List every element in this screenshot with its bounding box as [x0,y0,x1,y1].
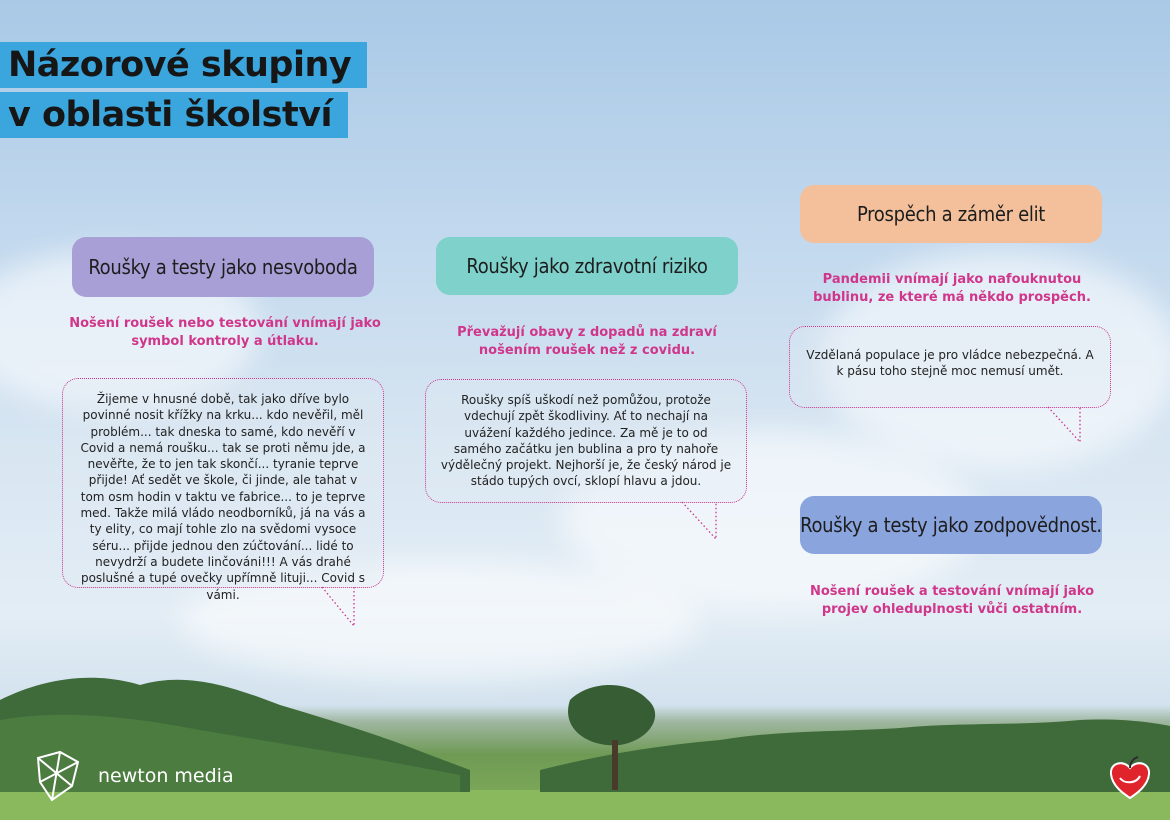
group-lead-zdravotni-riziko: Převažují obavy z dopadů na zdraví nošením roušek než z covidu. [457,325,717,358]
group-label-nesvoboda: Roušky a testy jako nesvoboda [72,237,374,297]
quote-bubble-zdravotni-riziko: Roušky spíš uškodí než pomůžou, protože vdechují zpět škodliviny. Ať to nechají na uvážení každého jedince. Za mě je to od samého začátku jen bublina a pro ty nahoře výdělečný projekt. Nejhorší je, že český národ je stádo tupých ovcí, sklopí hlavu a jdou. [425,379,747,503]
quote-bubble-prospech-elit: Vzdělaná populace je pro vládce nebezpečná. A k pásu toho stejně moc nemusí umět. [789,326,1111,408]
page-title-line-2: v oblasti školství [0,92,348,138]
group-label-zodpovednost: Roušky a testy jako zodpovědnost. [800,496,1102,554]
group-lead-nesvoboda: Nošení roušek nebo testování vnímají jako symbol kontroly a útlaku. [69,316,381,349]
bubble-tail [1046,406,1086,446]
group-label-zdravotni-riziko: Roušky jako zdravotní riziko [436,237,738,295]
apple-heart-icon [1106,754,1154,802]
group-label-prospech-elit: Prospěch a záměr elit [800,185,1102,243]
brand-name: newton media [98,765,234,787]
bubble-tail [320,586,360,630]
newton-media-logo [32,748,234,804]
page-title-line-1: Názorové skupiny [0,42,367,88]
newton-media-logo-icon [32,748,88,804]
group-lead-zodpovednost: Nošení roušek a testování vnímají jako projev ohleduplnosti vůči ostatním. [809,584,1095,617]
quote-bubble-nesvoboda: Žijeme v hnusné době, tak jako dříve bylo povinné nosit křížky na krku... kdo nevěřil, měl problém... tak dneska to samé, kdo nevěří v Covid a nemá roušku... tak se proti němu jde, a nevěřte, že to jen tak skončí... tyranie teprve přijde! Ať sedět ve škole, či jinde, ale tahat v tom osm hodin v taktu ve fabrice... to je teprve med. Takže milá vládo neodborníků, já na vás a ty elity, co mají tohle zlo na svědomi vysoce séru... přijde jednou den zúčtování... lidé to nevydrží a budete linčováni!!! A vás drahé poslušné a tupé ovečky upřímně lituji... Covid s vámi. [62,378,384,588]
group-lead-prospech-elit: Pandemii vnímají jako nafouknutou bublinu, ze které má někdo prospěch. [813,272,1091,305]
bubble-tail [680,501,722,543]
